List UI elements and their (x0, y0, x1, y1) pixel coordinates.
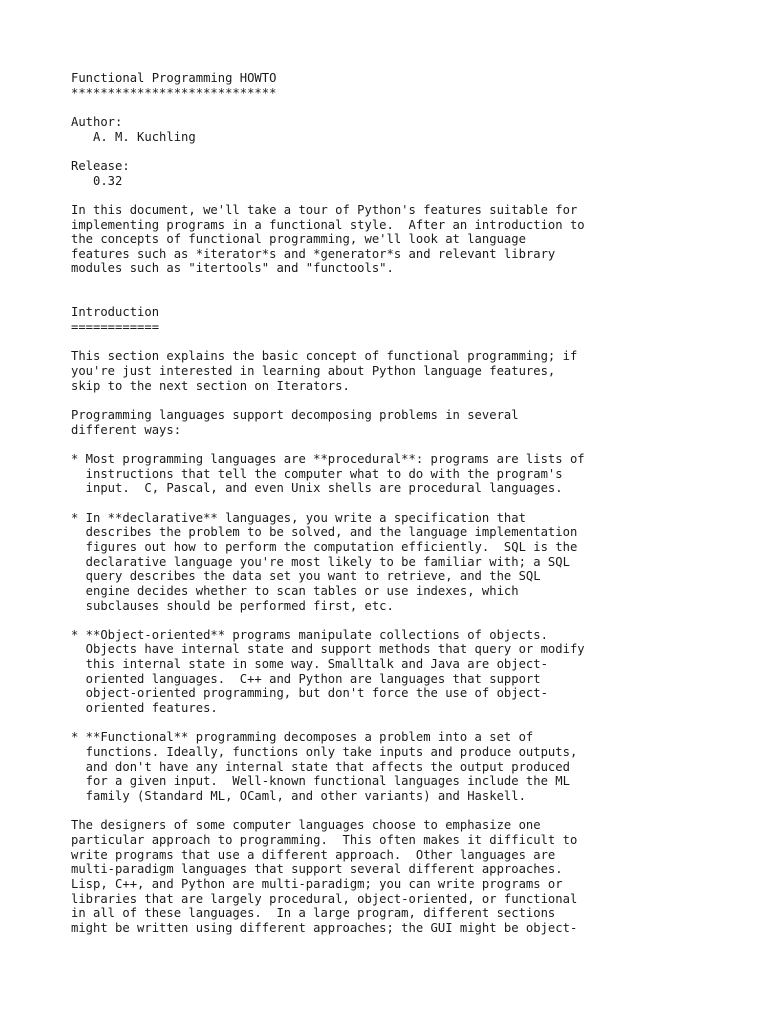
author-label: Author: (71, 114, 123, 129)
author-name: A. M. Kuchling (71, 129, 196, 144)
bullet-procedural: * Most programming languages are **procedural**: programs are lists of instructions that tell the computer what to do with the program's input. C, Pascal, and even Unix shells are procedural languages. (71, 451, 585, 496)
intro-paragraph-1: This section explains the basic concept of functional programming; if you're just interested in learning about Python language features, skip to the next section on Iterators. (71, 349, 578, 393)
intro-paragraph-2: Programming languages support decomposing problems in several different ways: (71, 408, 519, 437)
release-label: Release: (71, 158, 130, 173)
document-page (71, 71, 731, 936)
section-heading-introduction: Introduction (71, 305, 160, 320)
release-value: 0.32 (71, 173, 123, 188)
intro-paragraph-3: The designers of some computer languages choose to emphasize one particular approach to programming. This often makes it difficult to write programs that use a different approach. Other languages are multi-paradigm languages that support several different approaches. Lisp, C++, and Python are multi-paradigm; you can write programs or libraries that are largely procedural, object-oriented, or functional in all of these languages. In a large program, different sections might be written using different approaches; the GUI might be object- (71, 818, 578, 935)
bullet-functional: * **Functional** programming decomposes a problem into a set of functions. Ideally, functions only take inputs and produce outputs, and don't have any internal state that affects the output produced for a given input. Well-known functional languages include the ML family (Standard ML, OCaml, and other variants) and Haskell. (71, 730, 578, 803)
section-heading-rule: ============ (71, 320, 160, 335)
bullet-object-oriented: * **Object-oriented** programs manipulate collections of objects. Objects have internal state and support methods that query or modify this internal state in some way. Smalltalk and Java are object- oriented languages. C++ and Python are languages that support object-oriented programming, but don't force the use of object- oriented features. (71, 627, 585, 716)
doc-title: Functional Programming HOWTO (71, 71, 277, 85)
abstract-paragraph: In this document, we'll take a tour of Python's features suitable for implementing programs in a functional style. After an introduction to the concepts of functional programming, we'll look at language features such as *iterator*s and *generator*s and relevant library modules such as "itertools" and "functools". (71, 202, 585, 276)
bullet-declarative: * In **declarative** languages, you write a specification that describes the problem to be solved, and the language implementation figures out how to perform the computation efficiently. SQL is the declarative language you're most likely to be familiar with; a SQL query describes the data set you want to retrieve, and the SQL engine decides whether to scan tables or use indexes, which subclauses should be performed first, etc. (71, 510, 578, 613)
doc-title-rule: **************************** (71, 85, 277, 100)
